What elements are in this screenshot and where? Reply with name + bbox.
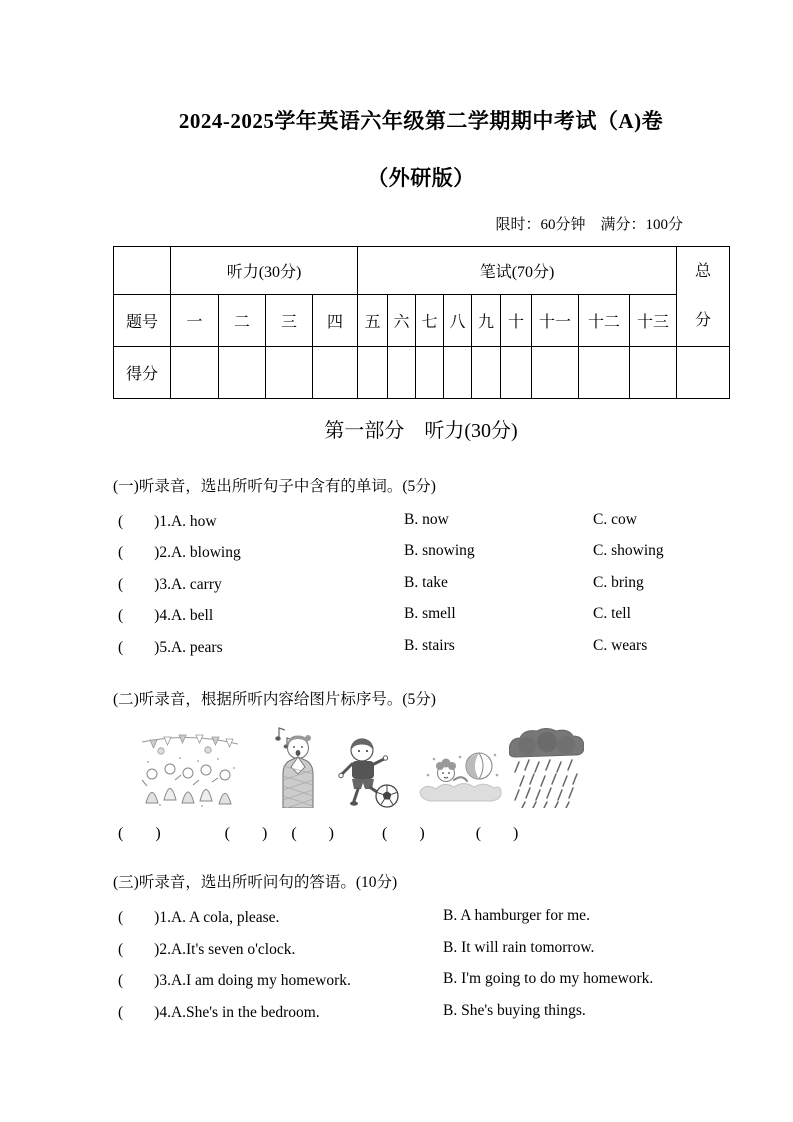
col-header: 六 (388, 295, 416, 347)
option-a: ( )4.A.She's in the bedroom. (118, 1003, 320, 1021)
col-header: 一 (171, 295, 219, 347)
col-header: 三 (266, 295, 313, 347)
answer-blank: ( ) (382, 824, 425, 842)
option-c: C. wears (593, 636, 648, 654)
score-cell-empty (630, 347, 677, 399)
answer-blank: ( ) (291, 824, 335, 842)
col-header: 十 (501, 295, 532, 347)
option-a: ( )3.A. carry (118, 575, 222, 593)
row-label-question-number: 题号 (114, 295, 171, 347)
score-cell-empty (501, 347, 532, 399)
section3-title: (三)听录音，选出所听问句的答语。(10分) (113, 873, 398, 891)
section2-title: (二)听录音，根据所听内容给图片标序号。(5分) (113, 690, 436, 708)
option-a: ( )4.A. bell (118, 607, 214, 625)
section3-questions (113, 901, 729, 1027)
question-row (113, 567, 729, 599)
score-table-listening-header: 听力(30分) (171, 247, 358, 295)
option-a: ( )5.A. pears (118, 638, 223, 656)
col-header: 十三 (630, 295, 677, 347)
score-table-corner-cell (114, 247, 171, 295)
option-c: C. cow (593, 510, 637, 528)
heavy-rain-image (509, 728, 584, 808)
score-cell-empty (444, 347, 472, 399)
score-cell-empty (266, 347, 313, 399)
option-a: ( )2.A. blowing (118, 544, 241, 562)
children-swimming-image (416, 747, 503, 805)
option-b: B. take (404, 573, 448, 591)
question-row (113, 932, 729, 964)
option-b: B. now (404, 510, 449, 528)
col-header: 八 (444, 295, 472, 347)
option-b: B. It will rain tomorrow. (443, 938, 595, 956)
question-row (113, 504, 729, 536)
score-cell-empty (416, 347, 444, 399)
option-b: B. She's buying things. (443, 1001, 586, 1019)
question-row (113, 630, 729, 662)
col-header: 九 (472, 295, 501, 347)
section1-title: (一)听录音，选出所听句子中含有的单词。(5分) (113, 478, 436, 495)
party-scene-image (140, 728, 240, 808)
option-a: ( )3.A.I am doing my homework. (118, 972, 351, 990)
col-header: 五 (358, 295, 388, 347)
option-b: B. snowing (404, 542, 475, 560)
row-label-score: 得分 (114, 347, 171, 399)
question-row (113, 901, 729, 933)
col-header: 十二 (579, 295, 630, 347)
option-a: ( )1.A. how (118, 512, 217, 530)
total-char-bottom: 分 (695, 311, 712, 329)
total-char-top: 总 (695, 262, 712, 280)
col-header: 七 (416, 295, 444, 347)
question-row (113, 995, 729, 1027)
score-cell-empty (677, 347, 730, 399)
score-table (113, 246, 730, 399)
exam-meta-limits: 限时：60分钟 满分：100分 (495, 217, 683, 233)
score-cell-empty (313, 347, 358, 399)
score-cell-empty (472, 347, 501, 399)
answer-blank: ( ) (118, 824, 161, 842)
question-row (113, 599, 729, 631)
option-b: B. I'm going to do my homework. (443, 970, 654, 988)
score-cell-empty (358, 347, 388, 399)
exam-title-line1: 2024-2025学年英语六年级第二学期期中考试（A)卷 (178, 109, 664, 133)
section1-questions (113, 504, 729, 662)
boy-playing-football-image (334, 736, 399, 808)
part1-heading: 第一部分 听力(30分) (324, 420, 518, 442)
section2-answer-blanks (113, 820, 729, 840)
question-row (113, 536, 729, 568)
answer-blank: ( ) (475, 824, 519, 842)
col-header: 十一 (532, 295, 579, 347)
score-cell-empty (219, 347, 266, 399)
score-cell-empty (579, 347, 630, 399)
score-cell-empty (388, 347, 416, 399)
col-header: 二 (219, 295, 266, 347)
option-b: B. smell (404, 605, 456, 623)
score-cell-empty (171, 347, 219, 399)
exam-title-line2: （外研版） (367, 166, 475, 190)
section2-picture-strip (113, 716, 729, 808)
col-header: 四 (313, 295, 358, 347)
option-b: B. stairs (404, 636, 455, 654)
option-c: C. showing (593, 542, 664, 560)
option-a: ( )1.A. A cola, please. (118, 909, 280, 927)
score-table-written-header: 笔试(70分) (358, 247, 677, 295)
option-c: C. tell (593, 605, 631, 623)
option-c: C. bring (593, 573, 644, 591)
woman-singing-image (270, 722, 318, 808)
answer-blank: ( ) (224, 824, 268, 842)
option-b: B. A hamburger for me. (443, 907, 590, 925)
question-row (113, 964, 729, 996)
score-cell-empty (532, 347, 579, 399)
score-table-total-header (677, 247, 730, 347)
option-a: ( )2.A.It's seven o'clock. (118, 940, 296, 958)
